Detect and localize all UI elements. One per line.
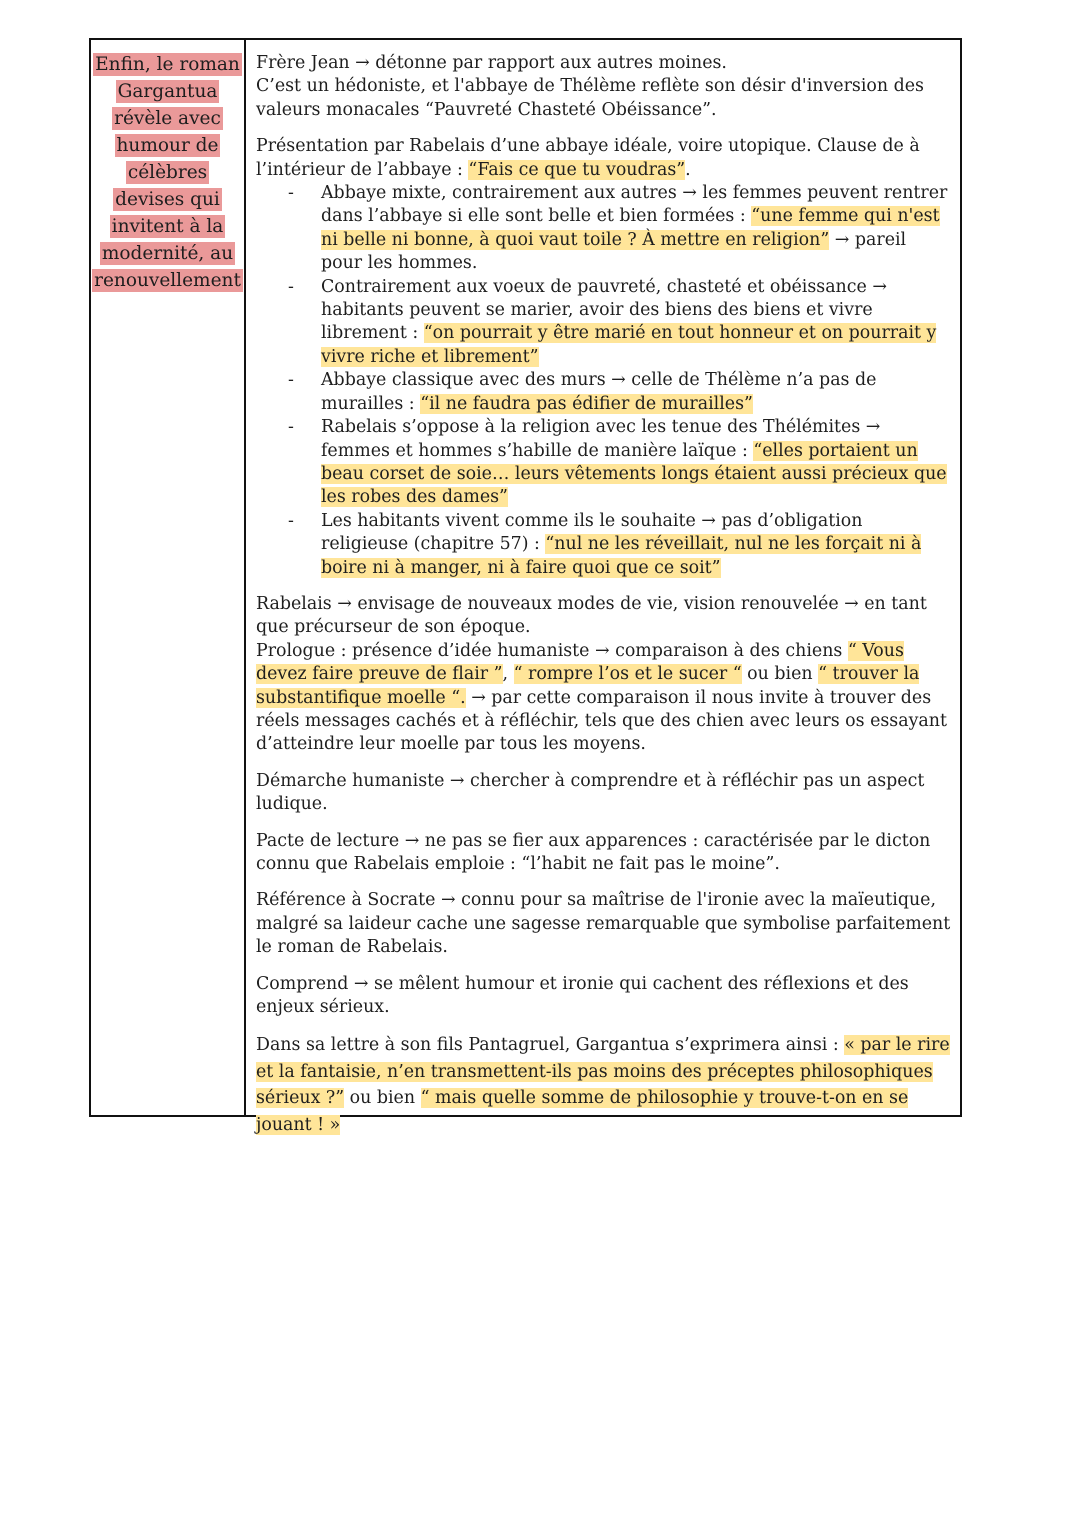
- list-item: - Abbaye classique avec des murs → celle de Thélème n’a pas de murailles : “il ne faudra pas édifier de murailles”: [321, 369, 952, 416]
- paragraph-lettre: Dans sa lettre à son fils Pantagruel, Gargantua s’exprimera ainsi : « par le rire et la fantaisie, n’en transmettent-ils pas moins des préceptes philosophiques sérieux ?” ou bien “ mais quelle somme de philosophie y trouve-t-on en se jouant ! »: [256, 1035, 950, 1135]
- bullet-list: [256, 182, 952, 580]
- list-item: - Contrairement aux voeux de pauvreté, chasteté et obéissance → habitants peuvent se marier, avoir des biens des biens et vivre librement : “on pourrait y être marié en tout honneur et on pourrait y vivre riche et librement”: [321, 276, 952, 370]
- sidebar-column: [91, 40, 246, 1115]
- quote-highlight: “il ne faudra pas édifier de murailles”: [420, 393, 753, 414]
- sidebar-line: Gargantua: [117, 81, 218, 102]
- quote-highlight: “on pourrait y être marié en tout honneur et on pourrait y vivre riche et librement”: [321, 323, 937, 367]
- quote-highlight: “elles portaient un beau corset de soie… leurs vêtements longs étaient aussi précieux que les robes des dames”: [321, 440, 947, 508]
- list-item: - Les habitants vivent comme ils le souhaite → pas d’obligation religieuse (chapitre 57) : “nul ne les réveillait, nul ne les forçait ni à boire ni à manger, ni à faire quoi que ce soit”: [321, 510, 952, 580]
- text-line: Rabelais → envisage de nouveaux modes de vie, vision renouvelée → en tant que précurseur de son époque.: [256, 593, 927, 638]
- text-line: C’est un hédoniste, et l'abbaye de Thélème reflète son désir d'inversion des valeurs monacales “Pauvreté Chasteté Obéissance”.: [256, 76, 924, 120]
- quote-highlight: “ mais quelle somme de philosophie y trouve-t-on en se jouant ! »: [256, 1088, 909, 1135]
- sidebar-line: humour de: [116, 135, 219, 156]
- quote-highlight: « par le rire et la fantaisie, n’en transmettent-ils pas moins des préceptes philosophiques sérieux ?”: [256, 1035, 950, 1109]
- quote-highlight: “ trouver la substantifique moelle “: [256, 664, 920, 708]
- quote-highlight: “Fais ce que tu voudras”: [468, 159, 686, 180]
- paragraph-pacte: Pacte de lecture → ne pas se fier aux apparences : caractérisée par le dicton connu que Rabelais emploie : “l’habit ne fait pas le moine”.: [256, 830, 931, 874]
- sidebar-line: célèbres: [127, 162, 208, 183]
- list-item: - Rabelais s’oppose à la religion avec les tenue des Thélémites → femmes et hommes s’habille de manière laïque : “elles portaient un beau corset de soie… leurs vêtements longs étaient aussi précieux que les robes des dames”: [321, 416, 952, 510]
- paragraph-rabelais-prologue: Rabelais → envisage de nouveaux modes de vie, vision renouvelée → en tant que précurseur de son époque. Prologue : présence d’idée humaniste → comparaison à des chiens “ Vous devez faire preuve de flair ”, “ rompre l’os et le sucer “ ou bien “ trouver la substantifique moelle “. → par cette comparaison il nous invite à trouver des réels messages cachés et à réfléchir, tels que des chien avec leurs os essayant d’atteindre leur moelle par tous les moyens.: [256, 593, 947, 755]
- paragraph-frere-jean: [256, 52, 952, 122]
- notes-table: [89, 38, 962, 1135]
- sidebar-line: renouvellement: [94, 270, 241, 291]
- paragraph-abbaye: [256, 135, 952, 182]
- sidebar-line: révèle avec: [114, 108, 221, 129]
- quote-highlight: “nul ne les réveillait, nul ne les forçait ni à boire ni à manger, ni à faire quoi que ce soit”: [321, 534, 922, 578]
- text-line: Frère Jean → détonne par rapport aux autres moines.: [256, 53, 727, 73]
- sidebar-line: devises qui: [115, 189, 220, 210]
- content-column: [246, 40, 960, 1135]
- paragraph-comprend: Comprend → se mêlent humour et ironie qui cachent des réflexions et des enjeux sérieux.: [256, 973, 909, 1018]
- list-item: - Abbaye mixte, contrairement aux autres → les femmes peuvent rentrer dans l’abbaye si elle sont belle et bien formées : “une femme qui n'est ni belle ni bonne, à quoi vaut toile ? À mettre en religion” → pareil pour les hommes.: [321, 182, 952, 276]
- text-segment: .: [685, 159, 691, 180]
- paragraph-demarche: Démarche humaniste → chercher à comprendre et à réfléchir pas un aspect ludique.: [256, 770, 925, 815]
- paragraph-socrate: Référence à Socrate → connu pour sa maîtrise de l'ironie avec la maïeutique, malgré sa laideur cache une sagesse remarquable que symbolise parfaitement le roman de Rabelais.: [256, 890, 951, 958]
- quote-highlight: “une femme qui n'est ni belle ni bonne, à quoi vaut toile ? À mettre en religion”: [321, 206, 940, 250]
- sidebar-line: modernité, au: [101, 243, 234, 264]
- quote-highlight: “ Vous devez faire preuve de flair ”: [256, 640, 904, 685]
- sidebar-line: Enfin, le roman: [95, 54, 240, 75]
- text-segment: Présentation par Rabelais d’une abbaye idéale, voire utopique. Clause de à l’intérieur de l’abbaye :: [256, 136, 920, 180]
- sidebar-line: invitent à la: [111, 216, 224, 237]
- quote-highlight: “ rompre l’os et le sucer “: [513, 664, 742, 685]
